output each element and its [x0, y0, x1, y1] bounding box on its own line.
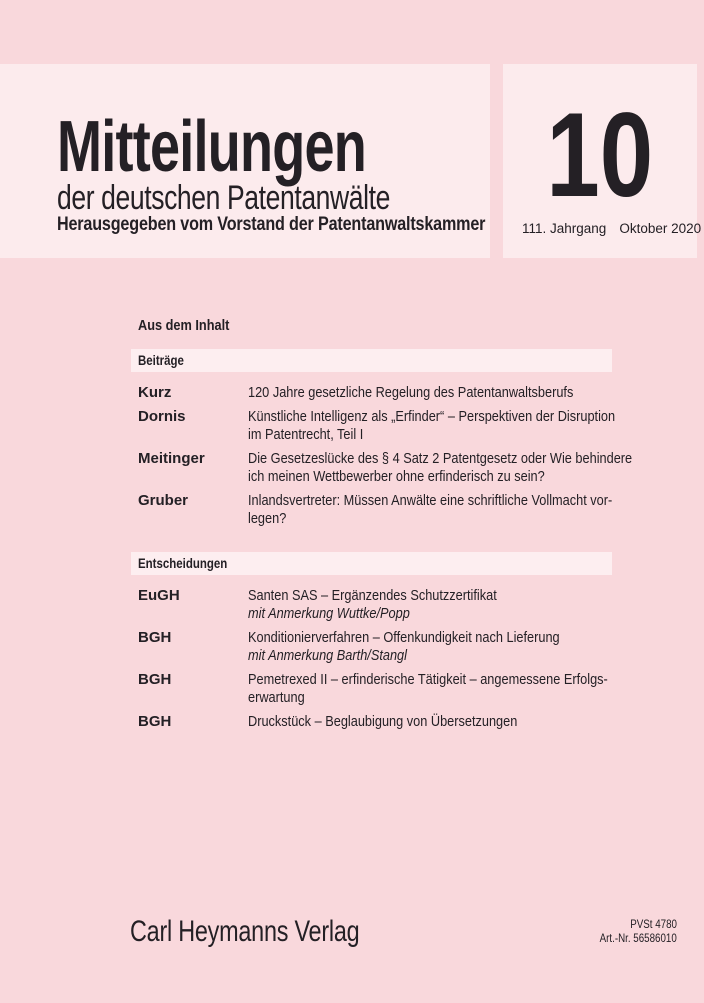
toc-entry — [138, 671, 612, 707]
section-beitraege — [131, 349, 633, 534]
toc-entry-text — [248, 450, 632, 486]
toc-entry-author: BGH — [138, 629, 172, 646]
toc-entry — [138, 629, 612, 665]
toc-entry-author: Gruber — [138, 492, 189, 509]
toc-entry-line: legen? — [248, 510, 287, 527]
toc-entry-line: Pemetrexed II – erfinderische Tätigkeit – angemessene Erfolgs- — [248, 671, 608, 688]
issue-number-text: 10 — [546, 88, 654, 222]
toc-entry-line: Künstliche Intelligenz als „Erfinder“ – Perspektiven der Disruption — [248, 408, 616, 425]
toc-entry-text — [248, 408, 615, 444]
toc-entry-line: Santen SAS – Ergänzendes Schutzzertifikat — [248, 587, 497, 604]
publisher-line-text: Herausgegeben vom Vorstand der Patentanwaltskammer — [57, 214, 486, 235]
toc-entry-note: mit Anmerkung Wuttke/Popp — [248, 605, 410, 622]
toc-entry-text — [248, 713, 557, 731]
toc-entry-author: BGH — [138, 713, 172, 730]
toc-entry-line: Inlandsvertreter: Müssen Anwälte eine schriftliche Vollmacht vor- — [248, 492, 613, 509]
journal-title-text: Mitteilungen — [57, 107, 366, 187]
toc-entry-line: ich meinen Wettbewerber ohne erfinderisch zu sein? — [248, 468, 545, 485]
toc-entry-text — [248, 587, 557, 623]
article-number: Art.-Nr. 56586010 — [599, 932, 677, 945]
toc-entry — [138, 713, 612, 731]
toc-entry-author: Meitinger — [138, 450, 205, 467]
journal-subtitle — [57, 181, 484, 215]
toc-entry-author: BGH — [138, 671, 172, 688]
toc-entry-text — [248, 492, 612, 528]
toc-entry-line: im Patentrecht, Teil I — [248, 426, 364, 443]
toc-entry — [138, 450, 633, 486]
pvst-number: PVSt 4780 — [630, 919, 677, 931]
journal-subtitle-text: der deutschen Patentanwälte — [57, 179, 391, 217]
publisher-line — [57, 215, 561, 234]
toc-entry-line: erwartung — [248, 689, 305, 706]
toc-entry — [138, 384, 612, 402]
section-entscheidungen — [131, 552, 612, 737]
toc-entry-line: 120 Jahre gesetzliche Regelung des Patentanwaltsberufs — [248, 384, 574, 401]
issue-date-label: Oktober 2020 — [619, 221, 702, 236]
footer-codes — [586, 919, 677, 946]
toc-entry-note: mit Anmerkung Barth/Stangl — [248, 647, 407, 664]
toc-entry-text — [248, 671, 608, 707]
section-title-band — [131, 349, 612, 372]
toc-entry-author: Dornis — [138, 408, 186, 425]
toc-entry-author: EuGH — [138, 587, 180, 604]
toc-entry — [138, 408, 616, 444]
toc-entry — [138, 587, 612, 623]
section-title: Beiträge — [138, 353, 184, 368]
volume-label: 111. Jahrgang — [522, 221, 607, 236]
contents-heading — [138, 317, 246, 334]
section-title-band — [131, 552, 612, 575]
section-title: Entscheidungen — [138, 556, 228, 571]
contents-heading-text: Aus dem Inhalt — [138, 317, 230, 334]
toc-entries — [131, 384, 633, 528]
footer-publisher — [130, 916, 424, 948]
toc-entry-author: Kurz — [138, 384, 172, 401]
toc-entry-line: Die Gesetzeslücke des § 4 Satz 2 Patentgesetz oder Wie behindere — [248, 450, 633, 467]
issue-number — [503, 88, 697, 222]
toc-entry — [138, 492, 612, 528]
footer-publisher-text: Carl Heymanns Verlag — [130, 915, 360, 948]
toc-entries — [131, 587, 612, 731]
toc-entry-line: Konditionierverfahren – Offenkundigkeit nach Lieferung — [248, 629, 560, 646]
toc-entry-text — [248, 384, 573, 402]
issue-meta — [522, 221, 701, 236]
toc-entry-text — [248, 629, 560, 665]
journal-title — [57, 107, 469, 187]
toc-entry-line: Druckstück – Beglaubigung von Übersetzungen — [248, 713, 518, 730]
